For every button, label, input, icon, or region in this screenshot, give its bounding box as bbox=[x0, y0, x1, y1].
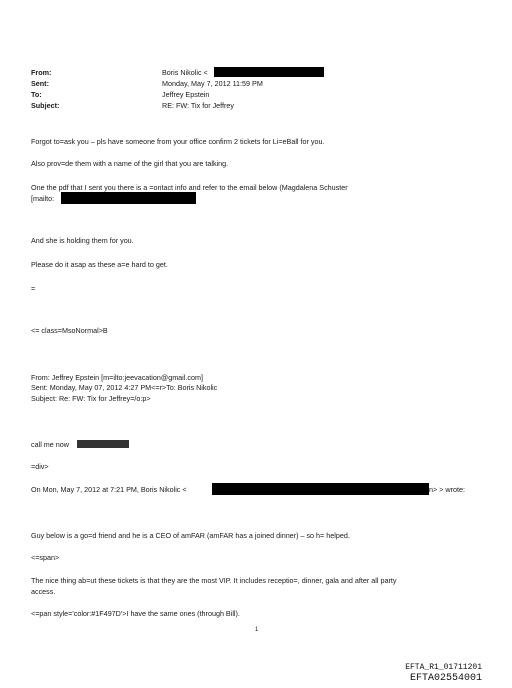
subject-label: Subject: bbox=[31, 101, 60, 110]
redaction-mailto bbox=[61, 192, 196, 204]
page-number: 1 bbox=[255, 627, 259, 633]
body-line: Please do it asap as these a=e hard to get. bbox=[31, 260, 168, 269]
footer-id-secondary: EFTA02554001 bbox=[409, 673, 482, 684]
from-value: Boris Nikolic < bbox=[162, 68, 208, 77]
redaction-phone bbox=[77, 440, 129, 448]
body-line: Forgot to=ask you – pls have someone from your office confirm 2 tickets for Li=eBall for you. bbox=[31, 137, 325, 146]
sent-value: Monday, May 7, 2012 11:59 PM bbox=[162, 79, 263, 88]
to-label: To: bbox=[31, 90, 42, 99]
body-line: And she is holding them for you. bbox=[31, 236, 134, 245]
from-label: From: bbox=[31, 68, 52, 77]
redaction-from-email bbox=[214, 67, 324, 77]
mailto-prefix: [mailto: bbox=[31, 194, 55, 203]
body-line: <=span> bbox=[31, 553, 60, 562]
sent-label: Sent: bbox=[31, 79, 49, 88]
body-line: access. bbox=[31, 587, 56, 596]
on-mon-line: On Mon, May 7, 2012 at 7:21 PM, Boris Nikolic < bbox=[31, 485, 187, 494]
footer-id-primary: EFTA_R1_01711201 bbox=[405, 663, 482, 672]
body-line: = bbox=[31, 284, 36, 293]
quoted-sent: Sent: Monday, May 07, 2012 4:27 PM<=r>To: Boris Nikolic bbox=[31, 383, 218, 392]
redaction-email bbox=[212, 483, 429, 495]
subject-value: RE: FW: Tix for Jeffrey bbox=[162, 101, 235, 110]
div-line: =div> bbox=[31, 462, 49, 471]
call-me-line: call me now bbox=[31, 440, 69, 449]
quoted-from: From: Jeffrey Epstein [m=ilto:jeevacation@gmail.com] bbox=[31, 373, 203, 382]
body-line: The nice thing ab=ut these tickets is that they are the most VIP. It includes receptio=, dinner, gala and after all party bbox=[31, 576, 397, 585]
to-value: Jeffrey Epstein bbox=[162, 90, 210, 99]
body-line: <=pan style='color:#1F497D'>I have the same ones (through Bill). bbox=[31, 609, 240, 618]
wrote-text: n> > wrote: bbox=[429, 485, 465, 494]
body-line: Also prov=de them with a name of the girl that you are talking. bbox=[31, 159, 229, 168]
body-line: Guy below is a go=d friend and he is a CEO of amFAR (amFAR has a joined dinner) – so h= helped. bbox=[31, 531, 350, 540]
quoted-subject: Subject: Re: FW: Tix for Jeffrey=/o:p> bbox=[31, 394, 151, 403]
body-line: One the pdf that I sent you there is a =ontact info and refer to the email below (Magdalena Schuster bbox=[31, 183, 348, 192]
body-line: <= class=MsoNormal>B bbox=[31, 326, 108, 335]
